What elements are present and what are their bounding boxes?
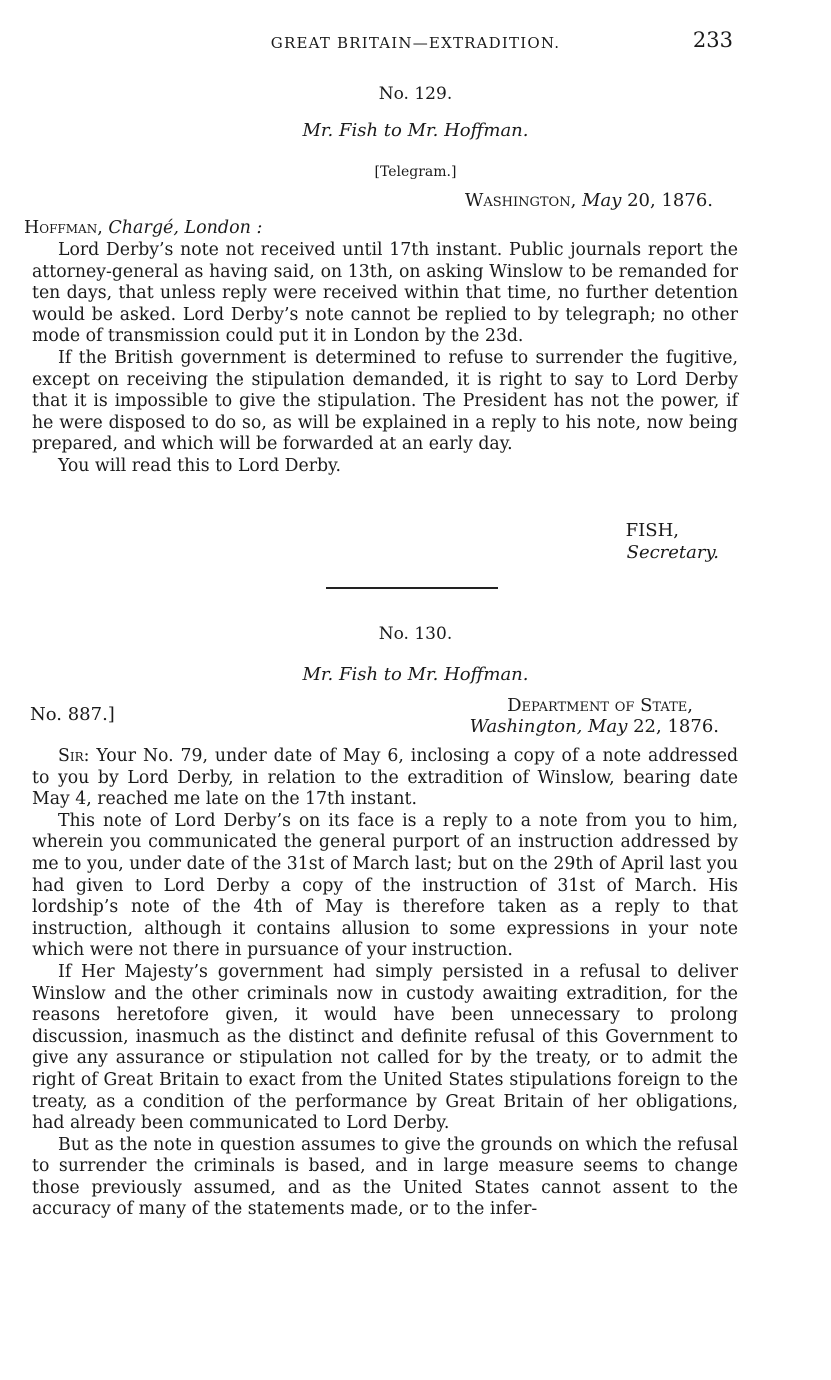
doc129-paragraph-2: If the British government is determined to refuse to surrender the fugitive, except on receiving the stipulation demanded, it is right to say to Lord Derby that it is impossible to give the stipulation. The President has not the power, if he were disposed to do so, as will be explained in a reply to his note, now being prepared, and which will be forwarded at an early day. — [32, 347, 738, 455]
doc129-type: [Telegram.] — [374, 164, 457, 180]
doc129-dateline-place: Washington, — [464, 190, 577, 211]
doc130-dateline-place: Washington, May — [469, 716, 628, 737]
page-number: 233 — [692, 28, 733, 52]
doc130-paragraph-1 — [32, 746, 738, 811]
doc130-dispatch-number: No. 887.] — [30, 704, 115, 725]
doc129-heading: Mr. Fish to Mr. Hoffman. — [302, 120, 529, 141]
doc129-dateline — [465, 190, 713, 211]
doc130-paragraph-1-text: Your No. 79, under date of May 6, inclosing a copy of a note addressed to you by Lord Derby, in relation to the extradition of Winslow, bearing date May 4, reached me late on the 17th instant. — [32, 746, 739, 810]
doc129-body — [32, 240, 738, 478]
doc130-paragraph-4: But as the note in question assumes to give the grounds on which the refusal to surrender the criminals is based, and in large measure seems to change those previously assumed, and as the United States cannot assent to the accuracy of many of the statements made, or to the infer- — [32, 1134, 738, 1220]
doc130-dateline — [470, 716, 719, 737]
doc130-body — [32, 746, 738, 1221]
doc130-paragraph-3: If Her Majesty’s government had simply persisted in a refusal to deliver Winslow and the other criminals now in custody awaiting extradition, for the reasons heretofore given, it would have been unnecessary to prolong discussion, inasmuch as the distinct and definite refusal of this Government to give any assurance or stipulation not called for by the treaty, or to admit the right of Great Britain to exact from the United States stipulations foreign to the treaty, as a condition of the performance by Great Britain of her obligations, had already been communicated to Lord Derby. — [32, 961, 738, 1134]
doc129-signature-name: FISH, — [625, 520, 679, 541]
doc129-salutation — [24, 218, 262, 238]
doc129-dateline-month: May — [582, 190, 622, 211]
doc130-paragraph-2: This note of Lord Derby’s on its face is a reply to a note from you to him, wherein you communicated the general purport of an instruction addressed by me to you, under date of the 31st of March last; but on the 29th of April last you had given to Lord Derby a copy of the instruction of 31st of March. His lordship’s note of the 4th of May is therefore taken as a reply to that instruction, although it contains allusion to some expressions in your note which were not there in pursuance of your instruction. — [32, 810, 738, 961]
section-divider — [326, 587, 498, 589]
doc130-department: Department of State, — [507, 695, 693, 716]
doc129-paragraph-3: You will read this to Lord Derby. — [58, 455, 342, 476]
doc129-salutation-rest: Chargé, London : — [108, 218, 263, 238]
doc130-dateline-rest: 22, 1876. — [633, 716, 719, 737]
running-head: GREAT BRITAIN—EXTRADITION. — [270, 34, 561, 52]
doc129-number: No. 129. — [378, 84, 453, 104]
doc130-heading: Mr. Fish to Mr. Hoffman. — [302, 664, 529, 685]
doc129-salutation-name: Hoffman, — [24, 218, 103, 238]
doc130-number: No. 130. — [378, 624, 453, 644]
doc129-dateline-rest: 20, 1876. — [627, 190, 713, 211]
doc129-signature-title: Secretary. — [626, 542, 719, 563]
doc130-salutation: Sir: — [58, 746, 90, 766]
doc129-paragraph-1: Lord Derby’s note not received until 17th instant. Public journals report the attorney-general as having said, on 13th, on asking Winslow to be remanded for ten days, that unless reply were received within that time, no further detention would be asked. Lord Derby’s note cannot be replied to by telegraph; no other mode of transmission could put it in London by the 23d. — [32, 240, 738, 347]
